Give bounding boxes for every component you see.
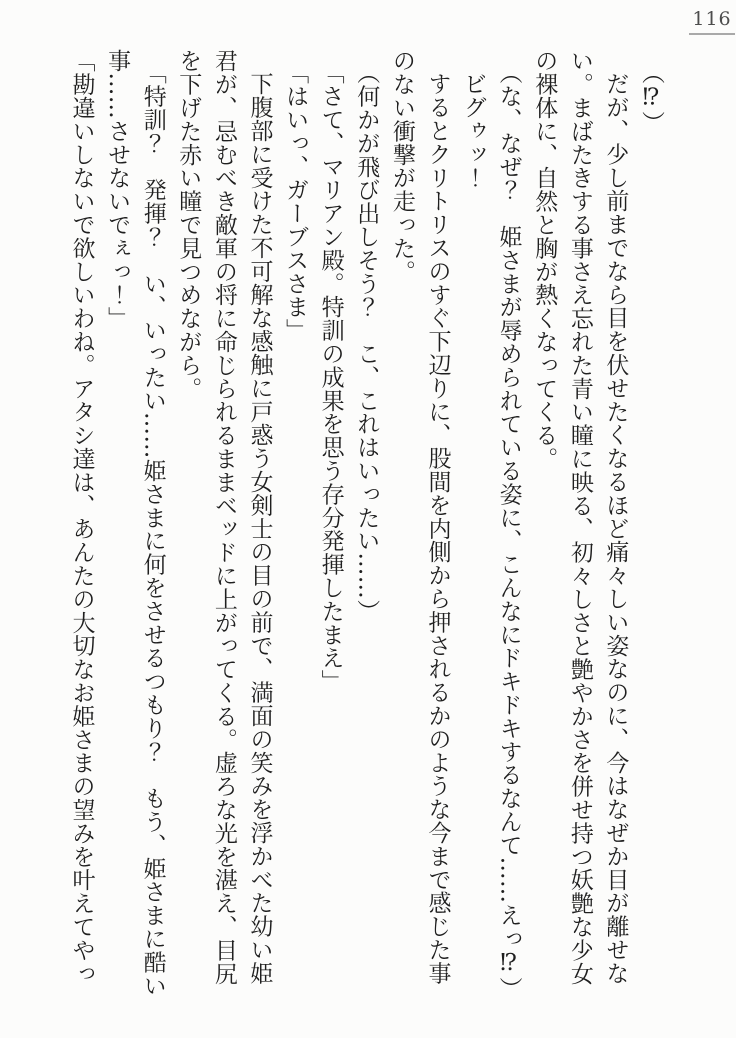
text-column: （何かが飛び出しそう？ こ、これはいったい……） bbox=[353, 61, 380, 623]
text-column: だが、少し前までなら目を伏せたくなるほど痛々しい姿なのに、今はなぜか目が離せな bbox=[602, 72, 629, 985]
text-column: 「さて、マリアン殿。特訓の成果を思う存分発揮したまえ」 bbox=[317, 61, 344, 693]
text-column: するとクリトリスのすぐ下辺りに、股間を内側から押されるかのような今まで感じた事 bbox=[424, 72, 451, 985]
text-column: 事……させないでぇっ！」 bbox=[104, 49, 131, 330]
text-column: のない衝撃が走った。 bbox=[388, 49, 415, 283]
text-column: い。まばたきする事さえ忘れた青い瞳に映る、初々しさと艶やかさを併せ持つ妖艶な少女 bbox=[566, 49, 593, 985]
text-column: （⁉） bbox=[638, 61, 664, 135]
page-number bbox=[689, 8, 735, 35]
vertical-text-block bbox=[62, 49, 668, 1005]
text-column: 「特訓？ 発揮？ い、いったい……姫さまに何をさせるつもり？ もう、姫さまに酷い bbox=[139, 61, 166, 997]
text-column: を下げた赤い瞳で見つめながら。 bbox=[175, 49, 202, 400]
page-number-text: 116 bbox=[692, 8, 732, 30]
text-column: ビグゥッ！ bbox=[460, 72, 487, 190]
text-column: （な、なぜ？ 姫さまが辱められている姿に、こんなにドキドキするなんて……えっ⁉） bbox=[495, 61, 522, 1000]
text-column: 下腹部に受けた不可解な感触に戸惑う女剣士の目の前で、満面の笑みを浮かべた幼い姫 bbox=[246, 72, 273, 985]
text-column: 「勘違いしないで欲しいわね。アタシ達は、あんたの大切なお姫さまの望みを叶えてやっ bbox=[68, 49, 95, 985]
text-column: 君が、忌むべき敵軍の将に命じられるままベッドに上がってくる。虚ろな光を湛え、目尻 bbox=[210, 49, 237, 985]
text-column: 「はいっ、ガーブスさま」 bbox=[282, 61, 309, 342]
text-column: の裸体に、自然と胸が熱くなってくる。 bbox=[531, 49, 558, 471]
